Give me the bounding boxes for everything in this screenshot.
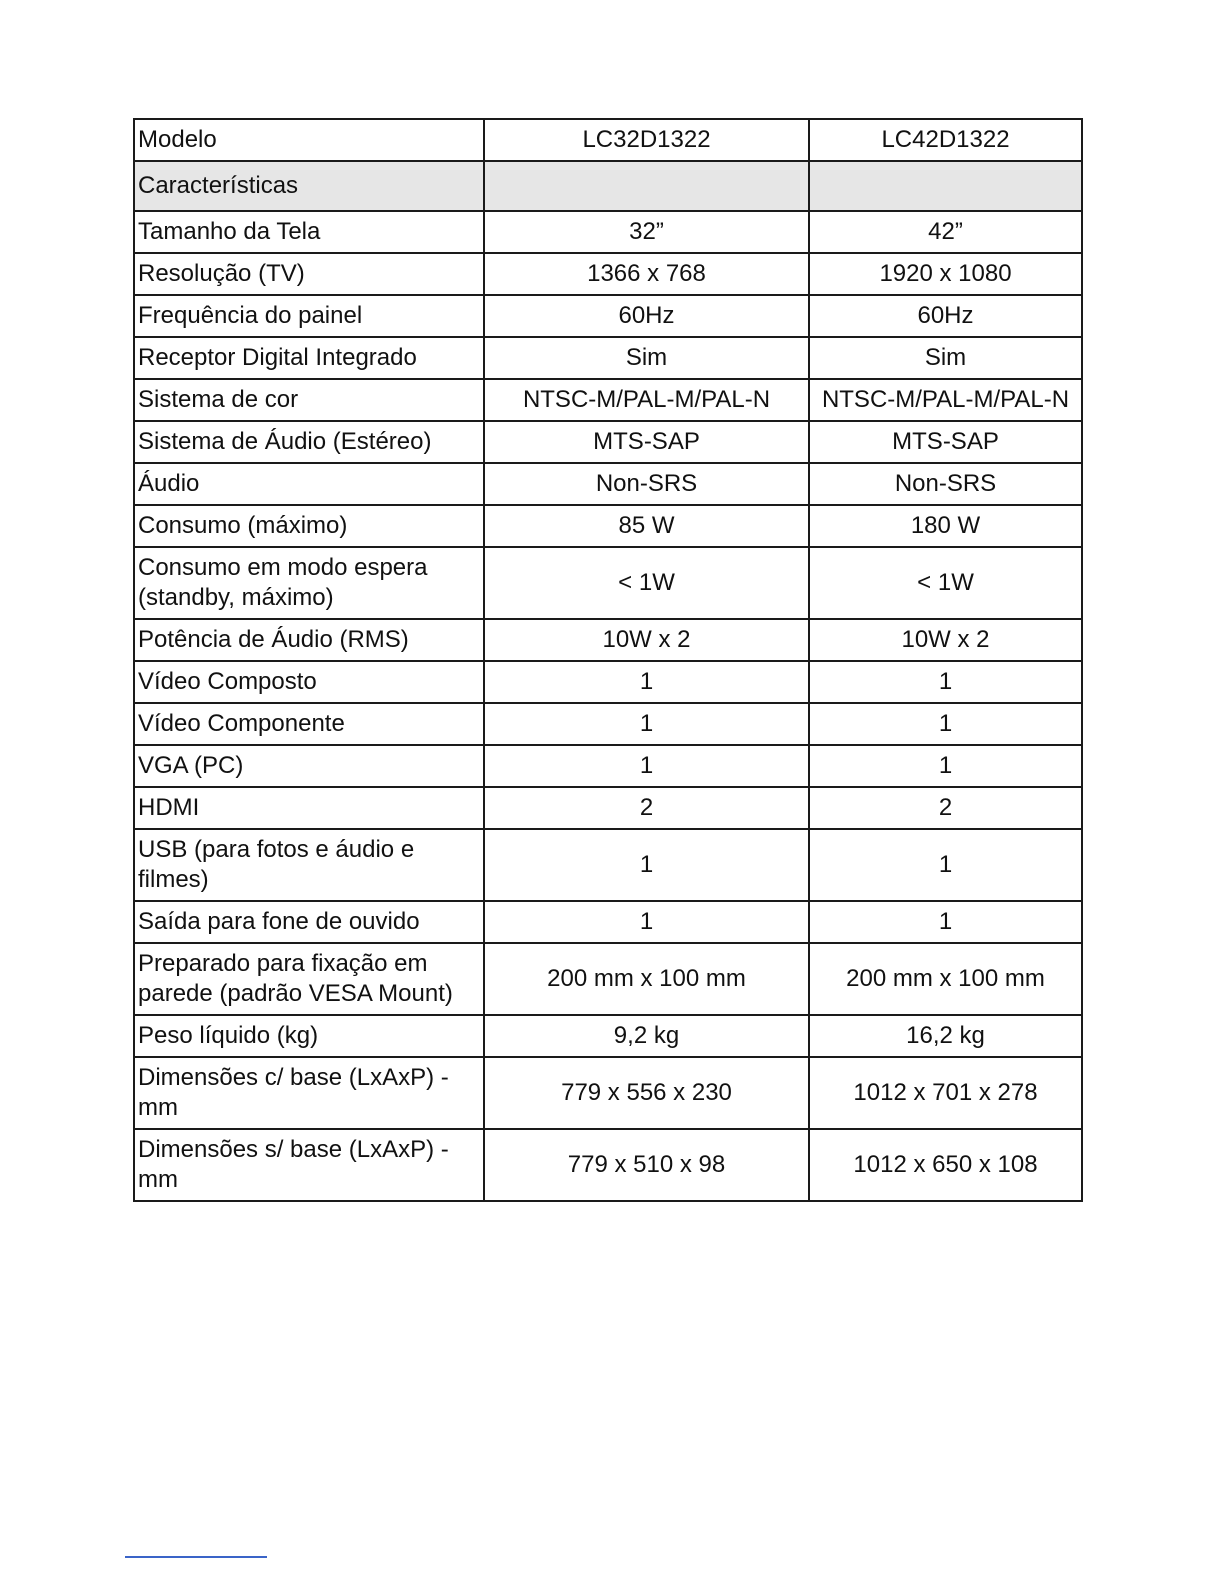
table-row [134,943,1082,1015]
section-cell-2 [809,161,1082,211]
footer-divider [125,1556,267,1558]
spec-label: Vídeo Componente [134,703,484,745]
spec-value-model-2: Sim [809,337,1082,379]
spec-value-model-1: 779 x 556 x 230 [484,1057,809,1129]
spec-label: Frequência do painel [134,295,484,337]
table-row [134,619,1082,661]
spec-value-model-2: 180 W [809,505,1082,547]
table-row [134,295,1082,337]
spec-value-model-2: MTS-SAP [809,421,1082,463]
spec-label: Peso líquido (kg) [134,1015,484,1057]
spec-value-model-2: 60Hz [809,295,1082,337]
spec-value-model-1: 85 W [484,505,809,547]
table-row [134,421,1082,463]
table-row [134,337,1082,379]
spec-label: HDMI [134,787,484,829]
spec-label: Dimensões c/ base (LxAxP) -mm [134,1057,484,1129]
table-row [134,901,1082,943]
spec-value-model-1: < 1W [484,547,809,619]
spec-value-model-1: 32” [484,211,809,253]
model-name-1: LC32D1322 [484,119,809,161]
spec-value-model-2: 1920 x 1080 [809,253,1082,295]
spec-value-model-2: 1 [809,829,1082,901]
section-label: Características [134,161,484,211]
spec-value-model-2: NTSC-M/PAL-M/PAL-N [809,379,1082,421]
spec-value-model-2: 16,2 kg [809,1015,1082,1057]
spec-value-model-2: Non-SRS [809,463,1082,505]
spec-label: Resolução (TV) [134,253,484,295]
spec-value-model-2: 1 [809,703,1082,745]
spec-label: Sistema de Áudio (Estéreo) [134,421,484,463]
spec-value-model-2: 200 mm x 100 mm [809,943,1082,1015]
model-name-2: LC42D1322 [809,119,1082,161]
spec-value-model-1: 2 [484,787,809,829]
spec-table [133,118,1083,1202]
spec-value-model-2: 1012 x 701 x 278 [809,1057,1082,1129]
spec-value-model-1: MTS-SAP [484,421,809,463]
spec-label: Saída para fone de ouvido [134,901,484,943]
table-row [134,379,1082,421]
spec-value-model-1: NTSC-M/PAL-M/PAL-N [484,379,809,421]
section-cell-1 [484,161,809,211]
table-row [134,829,1082,901]
spec-value-model-2: 10W x 2 [809,619,1082,661]
model-header-row [134,119,1082,161]
spec-value-model-2: 2 [809,787,1082,829]
spec-value-model-1: 1 [484,745,809,787]
spec-value-model-1: 1366 x 768 [484,253,809,295]
spec-value-model-1: 1 [484,661,809,703]
table-row [134,1057,1082,1129]
table-row [134,787,1082,829]
spec-value-model-1: Sim [484,337,809,379]
spec-value-model-1: 9,2 kg [484,1015,809,1057]
spec-value-model-1: 10W x 2 [484,619,809,661]
spec-label: Preparado para fixação em parede (padrão VESA Mount) [134,943,484,1015]
table-row [134,1129,1082,1201]
spec-value-model-1: Non-SRS [484,463,809,505]
spec-label: Consumo em modo espera (standby, máximo) [134,547,484,619]
spec-value-model-2: 1 [809,901,1082,943]
spec-label: Potência de Áudio (RMS) [134,619,484,661]
spec-value-model-2: 1 [809,745,1082,787]
spec-label: Vídeo Composto [134,661,484,703]
spec-label: VGA (PC) [134,745,484,787]
spec-label: Receptor Digital Integrado [134,337,484,379]
table-row [134,211,1082,253]
table-row [134,253,1082,295]
table-row [134,505,1082,547]
spec-label: Tamanho da Tela [134,211,484,253]
spec-value-model-1: 1 [484,829,809,901]
spec-value-model-1: 200 mm x 100 mm [484,943,809,1015]
spec-value-model-1: 779 x 510 x 98 [484,1129,809,1201]
model-header-label: Modelo [134,119,484,161]
spec-value-model-1: 1 [484,901,809,943]
table-row [134,745,1082,787]
spec-value-model-2: < 1W [809,547,1082,619]
table-row [134,547,1082,619]
spec-value-model-2: 42” [809,211,1082,253]
spec-label: Consumo (máximo) [134,505,484,547]
section-row [134,161,1082,211]
spec-value-model-2: 1 [809,661,1082,703]
table-row [134,463,1082,505]
table-row [134,703,1082,745]
spec-label: Dimensões s/ base (LxAxP) -mm [134,1129,484,1201]
spec-value-model-1: 60Hz [484,295,809,337]
spec-label: USB (para fotos e áudio e filmes) [134,829,484,901]
table-row [134,1015,1082,1057]
spec-label: Sistema de cor [134,379,484,421]
spec-label: Áudio [134,463,484,505]
spec-value-model-2: 1012 x 650 x 108 [809,1129,1082,1201]
spec-value-model-1: 1 [484,703,809,745]
table-row [134,661,1082,703]
